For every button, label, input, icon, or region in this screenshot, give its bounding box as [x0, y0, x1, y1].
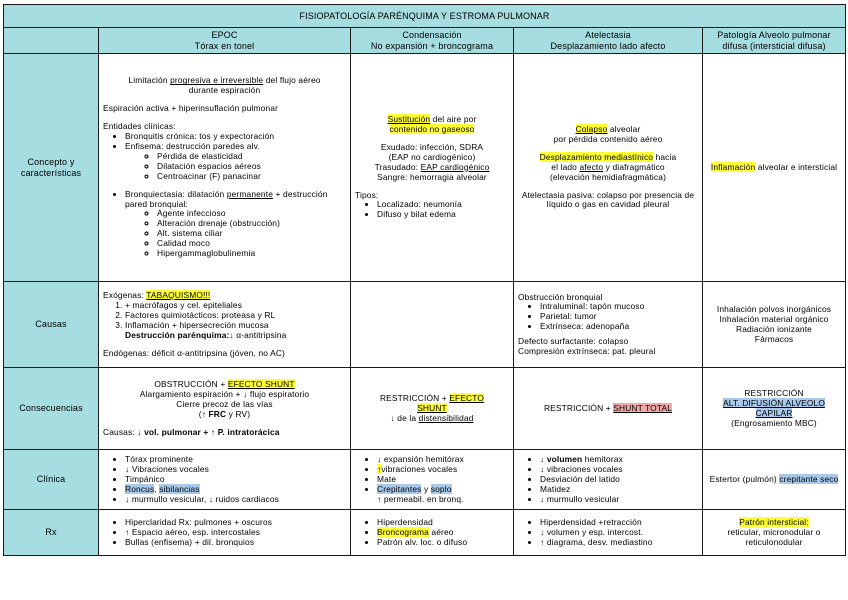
text: aéreo	[428, 526, 454, 537]
cell-atelectasia-causas	[514, 282, 703, 368]
text-underlined: afecto	[579, 161, 604, 172]
atel-pasiva: Atelectasia pasiva: colapso por presencia de líquido o gas en cavidad pleural	[521, 189, 695, 210]
epoc-destruccion	[103, 331, 346, 341]
list-item: • ↓ murmullo vesicular	[540, 495, 698, 505]
list-item: • Hiperdensidad +retracción	[540, 518, 698, 528]
header-epoc-sub: Tórax en tonel	[194, 40, 255, 51]
row-causas	[4, 282, 846, 368]
text-underlined: permanente	[226, 188, 274, 199]
highlight-text: Roncus	[125, 483, 155, 494]
list-item	[125, 142, 346, 182]
row-concepto	[4, 54, 846, 282]
highlight-text: ALT. DIFUSIÓN ALVEOLO CAPILAR	[723, 397, 825, 418]
row-label-clinica: Clínica	[4, 450, 99, 510]
text: vibraciones vocales	[381, 463, 458, 474]
atel-perdida: por pérdida contenido aéreo	[553, 133, 663, 144]
list-item: • Matidez	[540, 485, 698, 495]
text: del aire por	[430, 114, 477, 125]
highlight-text: soplo	[430, 483, 452, 494]
list-item: ◦ Pérdida de elasticidad	[157, 152, 346, 162]
epoc-cierre: Cierre precoz de las vías	[176, 398, 273, 409]
cond-tipos: Tipos:	[355, 189, 379, 200]
epoc-entidades-list	[103, 132, 346, 182]
table-title: FISIOPATOLOGÍA PARÉNQUIMA Y ESTROMA PULMONAR	[4, 5, 846, 28]
pat-restriccion: RESTRICCIÓN	[744, 387, 804, 398]
cell-epoc-rx	[99, 510, 351, 556]
list-item: ◦ Agente infeccioso	[157, 209, 346, 219]
cond-tipos-list	[355, 200, 509, 220]
list-item: • ↓ murmullo vesicular, ↓ ruidos cardiacos	[125, 495, 346, 505]
text: del flujo aéreo	[263, 75, 321, 86]
list-item: • ↓ expansión hemitórax	[377, 455, 509, 465]
text: Causas:	[103, 426, 138, 437]
text: Estertor (pulmón)	[709, 473, 780, 484]
epoc-frc	[103, 410, 346, 420]
text: ↓	[540, 453, 547, 464]
list-item: • ↓ volumen y esp. intercost.	[540, 528, 698, 538]
cell-epoc-clinica	[99, 450, 351, 510]
highlight-text: Crepitantes	[377, 483, 422, 494]
cell-condensacion-consecuencias	[351, 368, 514, 450]
list-item: ◦ Hipergammaglobulinemia	[157, 249, 346, 259]
list-item: • Hiperdensidad	[377, 518, 509, 528]
atel-rx-list	[518, 518, 698, 548]
highlight-text: Broncograma	[377, 526, 429, 537]
text-underlined: progresiva e irreversible	[170, 75, 264, 86]
epoc-alargamiento: Alargamiento espiración + ↓ flujo espiratorio	[139, 388, 310, 399]
cell-epoc-consecuencias	[99, 368, 351, 450]
text: y RV)	[226, 408, 251, 419]
epoc-bronquiectasia-list	[103, 190, 346, 259]
highlight-text: SHUNT	[417, 402, 447, 413]
cond-sangre: Sangre: hemorragia alveolar	[377, 171, 487, 182]
atel-clinica-list	[518, 455, 698, 505]
list-item: ◦ Alteración drenaje (obstrucción)	[157, 219, 346, 229]
bold-text: FRC	[208, 408, 227, 419]
header-atelectasia	[514, 28, 703, 54]
list-item: ◦ Centroacinar (F) panacinar	[157, 172, 346, 182]
list-item: • Parietal: tumor	[540, 312, 698, 322]
header-patologia-name: Patología Alveolo pulmonar	[717, 30, 831, 40]
cell-patologia-consecuencias	[703, 368, 846, 450]
cell-atelectasia-consecuencias	[514, 368, 703, 450]
pat-engrosamiento: (Engrosamiento MBC)	[731, 417, 817, 428]
text: Trasudado:	[374, 161, 421, 172]
cond-distensibilidad	[355, 414, 509, 424]
highlight-text: Desplazamiento mediastínico	[539, 151, 654, 162]
bold-text: ↓ vol. pulmonar + ↑ P. intratorácica	[137, 426, 280, 437]
highlight-text: sibilancias	[159, 483, 200, 494]
highlight-text: Inflamación	[710, 161, 756, 172]
cell-patologia-rx	[703, 510, 846, 556]
text: Exógenas:	[103, 290, 147, 300]
row-consecuencias	[4, 368, 846, 450]
highlight-text: SHUNT TOTAL	[613, 402, 673, 413]
text: alveolar	[607, 124, 641, 135]
pathophysiology-table	[3, 4, 846, 556]
list-item: • Bullas (enfisema) + dil. bronquios	[125, 538, 346, 548]
list-item: • Timpánico	[125, 475, 346, 485]
epoc-causas-conse	[103, 428, 346, 438]
text: hacia	[653, 151, 677, 162]
epoc-endogenas: Endógenas: déficit α-antitripsina (jóven, no AC)	[103, 347, 285, 358]
header-condensacion-name: Condensación	[402, 30, 462, 40]
header-row	[4, 28, 846, 54]
list-item: • Desviación del latido	[540, 475, 698, 485]
atel-defecto: Defecto surfactante: colapso	[518, 336, 629, 347]
epoc-rx-list	[103, 518, 346, 548]
cell-epoc-causas	[99, 282, 351, 368]
cell-patologia-clinica	[703, 450, 846, 510]
cond-rx-list	[355, 518, 509, 548]
list-item: • Intraluminal: tapón mucoso	[540, 302, 698, 312]
cell-condensacion-rx	[351, 510, 514, 556]
text: ,	[154, 483, 160, 494]
epoc-clinica-list	[103, 455, 346, 505]
header-condensacion	[351, 28, 514, 54]
list-item: • ↑ Espacio aéreo, esp. intercostales	[125, 528, 346, 538]
epoc-durante: durante espiración	[188, 85, 261, 96]
highlight-text: EFECTO	[449, 392, 485, 403]
text: y	[421, 483, 431, 494]
header-atelectasia-name: Atelectasia	[585, 30, 631, 40]
bold-text: Destrucción parénquima:	[125, 329, 230, 340]
list-item: • Difuso y bilat edema	[377, 210, 509, 220]
list-item: • Localizado: neumonía	[377, 200, 509, 210]
text: RESTRICCIÓN +	[379, 392, 450, 403]
text-underlined: distensibilidad	[418, 412, 474, 423]
list-item: • Mate	[377, 475, 509, 485]
text: + destrucción pared bronquial:	[125, 188, 328, 209]
highlight-text: Patrón intersticial:	[739, 516, 809, 527]
cond-contenido	[355, 125, 509, 135]
pat-causa: Inhalación material orgánico	[719, 313, 829, 324]
list-item: 2. Factores quimiotácticos: proteasa y RL	[125, 311, 346, 321]
header-epoc	[99, 28, 351, 54]
header-condensacion-sub: No expansión + broncograma	[370, 40, 494, 51]
cond-permeabil: ↑ permeabil. en bronq.	[377, 493, 464, 504]
text: ↓ de la	[390, 412, 419, 423]
list-item: ◦ Alt. sistema ciliar	[157, 229, 346, 239]
highlight-text: Sustitución	[387, 114, 431, 125]
atel-obstruccion: Obstrucción bronquial	[518, 291, 603, 302]
text: ↓ α-antitripsina	[229, 329, 287, 340]
cell-patologia-causas	[703, 282, 846, 368]
atel-elevacion: (elevación hemidiafragmática)	[549, 171, 667, 182]
list-item	[377, 465, 509, 475]
pat-causa: Inhalación polvos inorgánicos	[716, 303, 832, 314]
text: y diafragmático	[603, 161, 665, 172]
cond-clinica-list	[355, 455, 509, 495]
corner-cell	[4, 28, 99, 54]
list-item: ◦ Calidad moco	[157, 239, 346, 249]
row-label-rx: Rx	[4, 510, 99, 556]
cond-exudado: Exudado: infección, SDRA	[380, 141, 484, 152]
list-item: • ↑ diagrama, desv. mediastino	[540, 538, 698, 548]
header-epoc-name: EPOC	[211, 30, 238, 40]
pat-inflamacion	[707, 163, 841, 173]
text: el lado	[551, 161, 580, 172]
list-item: • Tórax prominente	[125, 455, 346, 465]
text: OBSTRUCCIÓN +	[154, 378, 228, 389]
text: Enfisema: destrucción paredes alv.	[125, 141, 260, 151]
cell-condensacion-concepto	[351, 54, 514, 282]
row-label-consecuencias: Consecuencias	[4, 368, 99, 450]
text: Bronquiectasia: dilatación	[125, 188, 227, 199]
list-item	[125, 190, 346, 259]
list-item: 1. + macrófagos y cel. epiteliales	[125, 301, 346, 311]
cell-condensacion-clinica	[351, 450, 514, 510]
cell-patologia-concepto	[703, 54, 846, 282]
epoc-causas-list	[103, 301, 346, 331]
cell-condensacion-causas	[351, 282, 514, 368]
cell-atelectasia-clinica	[514, 450, 703, 510]
pat-reticular: reticular, micronodular o reticulonodular	[727, 526, 821, 547]
list-item: • Bronquitis crónica: tos y expectoración	[125, 132, 346, 142]
list-item: ◦ Dilatación espacios aéreos	[157, 162, 346, 172]
text: Limitación	[128, 75, 171, 86]
atel-causas-list	[518, 302, 698, 332]
text: (↑	[198, 408, 209, 419]
bronquiectasia-sublist	[125, 209, 346, 259]
highlight-text: Colapso	[575, 124, 608, 135]
row-label-concepto: Concepto y características	[4, 54, 99, 282]
list-item: 3. Inflamación + hipersecreción mucosa	[125, 321, 346, 331]
title-row	[4, 5, 846, 28]
pat-alt-difusion	[707, 399, 841, 419]
text: alveolar e intersticial	[755, 161, 838, 172]
text-underlined: EAP cardiogénico	[420, 161, 490, 172]
list-item: • Extrínseca: adenopaña	[540, 322, 698, 332]
highlight-text: contenido no gaseoso	[389, 124, 475, 135]
header-atelectasia-sub: Desplazamiento lado afecto	[550, 40, 666, 51]
bold-text: volumen	[546, 453, 583, 464]
epoc-entidades: Entidades clínicas:	[103, 121, 176, 132]
list-item: • ↓ Vibraciones vocales	[125, 465, 346, 475]
epoc-espiracion: Espiración activa + hiperinsuflación pulmonar	[103, 103, 279, 114]
list-item: • Hiperclaridad Rx: pulmones + oscuros	[125, 518, 346, 528]
enfisema-sublist	[125, 152, 346, 182]
pat-estertor	[707, 475, 841, 485]
text: RESTRICCIÓN +	[543, 402, 614, 413]
list-item: • ↓ vibraciones vocales	[540, 465, 698, 475]
row-rx	[4, 510, 846, 556]
cell-epoc-concepto	[99, 54, 351, 282]
highlight-text: EFECTO SHUNT	[227, 378, 295, 389]
pat-causa: Fármacos	[754, 333, 794, 344]
header-patologia	[703, 28, 846, 54]
highlight-text: TABAQUISMO!!!	[146, 290, 211, 300]
cell-atelectasia-rx	[514, 510, 703, 556]
highlight-text: ↑	[377, 463, 382, 474]
header-patologia-sub: difusa (intersticial difusa)	[722, 40, 826, 51]
pat-causa: Radiación ionizante	[736, 323, 812, 334]
text: hemitorax	[582, 453, 623, 464]
row-clinica	[4, 450, 846, 510]
highlight-text: crepitante seco	[779, 473, 839, 484]
atel-compresion: Compresión extrínseca: pat. pleural	[518, 346, 656, 357]
cond-eap-no: (EAP no cardiogénico)	[388, 151, 476, 162]
list-item: • Patrón alv. loc. o difuso	[377, 538, 509, 548]
row-label-causas: Causas	[4, 282, 99, 368]
atel-restriccion	[518, 404, 698, 414]
cell-atelectasia-concepto	[514, 54, 703, 282]
